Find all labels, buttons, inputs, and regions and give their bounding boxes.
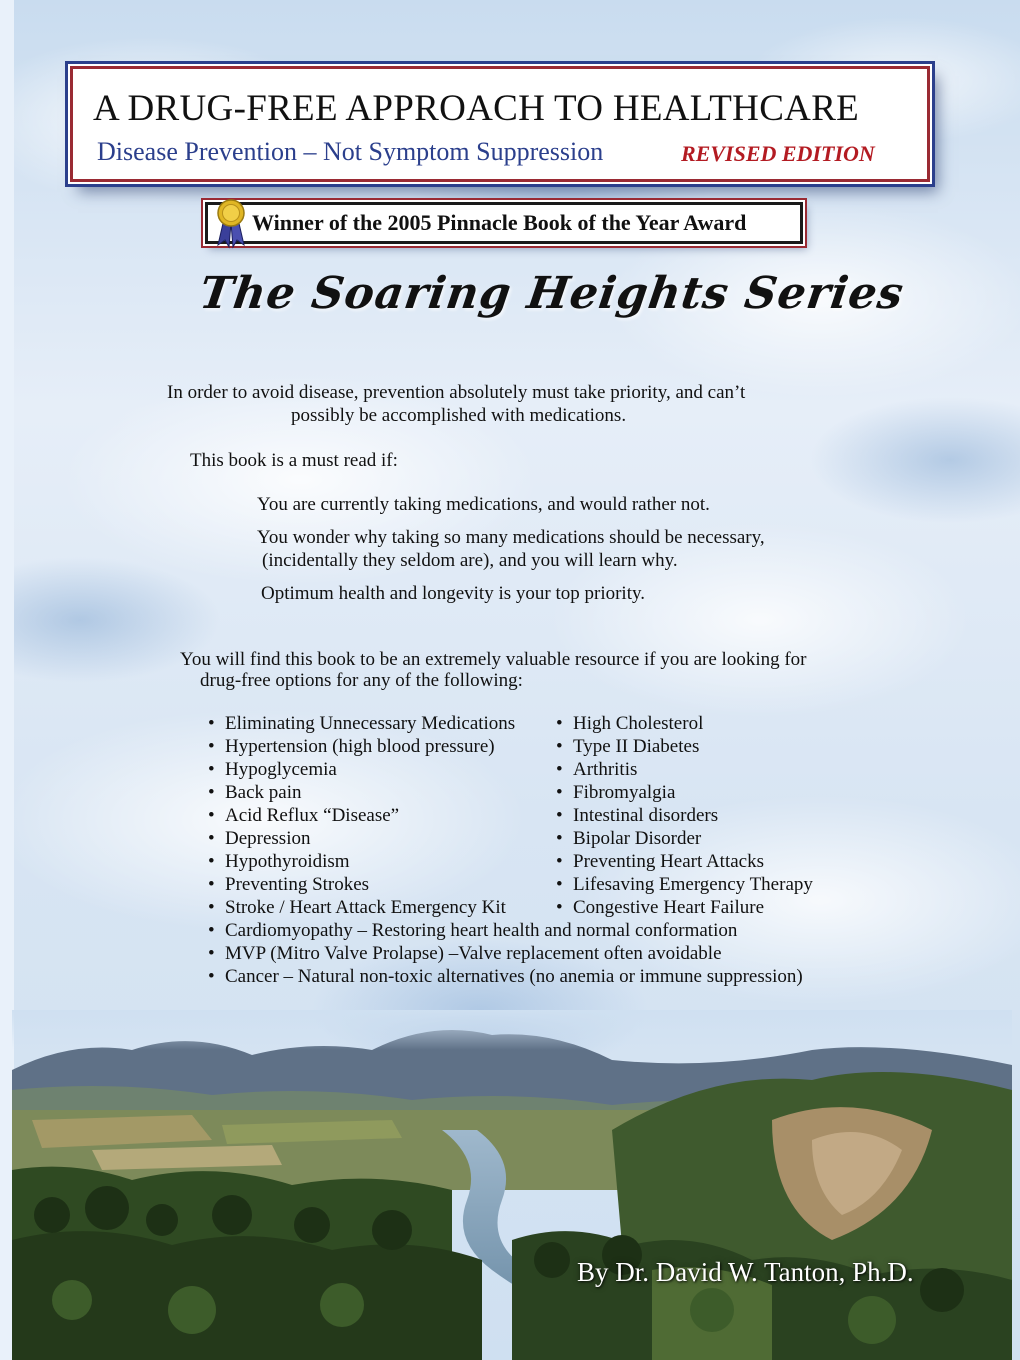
list-item: • Congestive Heart Failure xyxy=(556,896,813,919)
list-item: • Hypertension (high blood pressure) xyxy=(208,735,515,758)
series-title: The Soaring Heights Series xyxy=(196,268,908,319)
list-item: • Cardiomyopathy – Restoring heart health and normal conformation xyxy=(208,919,803,942)
list-item: • Back pain xyxy=(208,781,515,804)
list-item: • Fibromyalgia xyxy=(556,781,813,804)
list-item: • Intestinal disorders xyxy=(556,804,813,827)
award-text: Winner of the 2005 Pinnacle Book of the Year Award xyxy=(252,210,747,235)
list-item: • Hypoglycemia xyxy=(208,758,515,781)
topics-wide-list xyxy=(208,919,803,988)
intro-line-1: In order to avoid disease, prevention absolutely must take priority, and can’t xyxy=(167,382,746,403)
list-item: • Hypothyroidism xyxy=(208,850,515,873)
author-name: By Dr. David W. Tanton, Ph.D. xyxy=(577,1257,914,1287)
list-item: • Preventing Heart Attacks xyxy=(556,850,813,873)
resource-line-1: You will find this book to be an extremely valuable resource if you are looking for xyxy=(180,649,807,670)
title-box xyxy=(70,66,930,182)
list-item: • Preventing Strokes xyxy=(208,873,515,896)
list-item: • Cancer – Natural non-toxic alternatives (no anemia or immune suppression) xyxy=(208,965,803,988)
landscape-photo xyxy=(12,1010,1012,1360)
list-item: • Acid Reflux “Disease” xyxy=(208,804,515,827)
resource-line-2: drug-free options for any of the following: xyxy=(200,670,523,691)
reason-2-line-2: (incidentally they seldom are), and you will learn why. xyxy=(262,550,678,571)
book-title: A DRUG-FREE APPROACH TO HEALTHCARE xyxy=(93,88,860,129)
topics-left-list xyxy=(208,712,515,919)
must-read-heading: This book is a must read if: xyxy=(190,450,398,471)
list-item: • Type II Diabetes xyxy=(556,735,813,758)
list-item: • Stroke / Heart Attack Emergency Kit xyxy=(208,896,515,919)
list-item: • MVP (Mitro Valve Prolapse) –Valve replacement often avoidable xyxy=(208,942,803,965)
book-subtitle: Disease Prevention – Not Symptom Suppression xyxy=(97,137,604,166)
list-item: • Bipolar Disorder xyxy=(556,827,813,850)
topics-right-list xyxy=(556,712,813,919)
award-banner xyxy=(205,202,803,244)
list-item: • Arthritis xyxy=(556,758,813,781)
award-ribbon-icon xyxy=(214,197,248,249)
list-item: • High Cholesterol xyxy=(556,712,813,735)
edition-label: REVISED EDITION xyxy=(681,141,875,166)
list-item: • Eliminating Unnecessary Medications xyxy=(208,712,515,735)
reason-3: Optimum health and longevity is your top priority. xyxy=(261,583,645,604)
list-item: • Depression xyxy=(208,827,515,850)
intro-line-2: possibly be accomplished with medications. xyxy=(291,405,627,426)
list-item: • Lifesaving Emergency Therapy xyxy=(556,873,813,896)
reason-1: You are currently taking medications, and would rather not. xyxy=(257,494,710,515)
reason-2-line-1: You wonder why taking so many medications should be necessary, xyxy=(257,527,765,548)
